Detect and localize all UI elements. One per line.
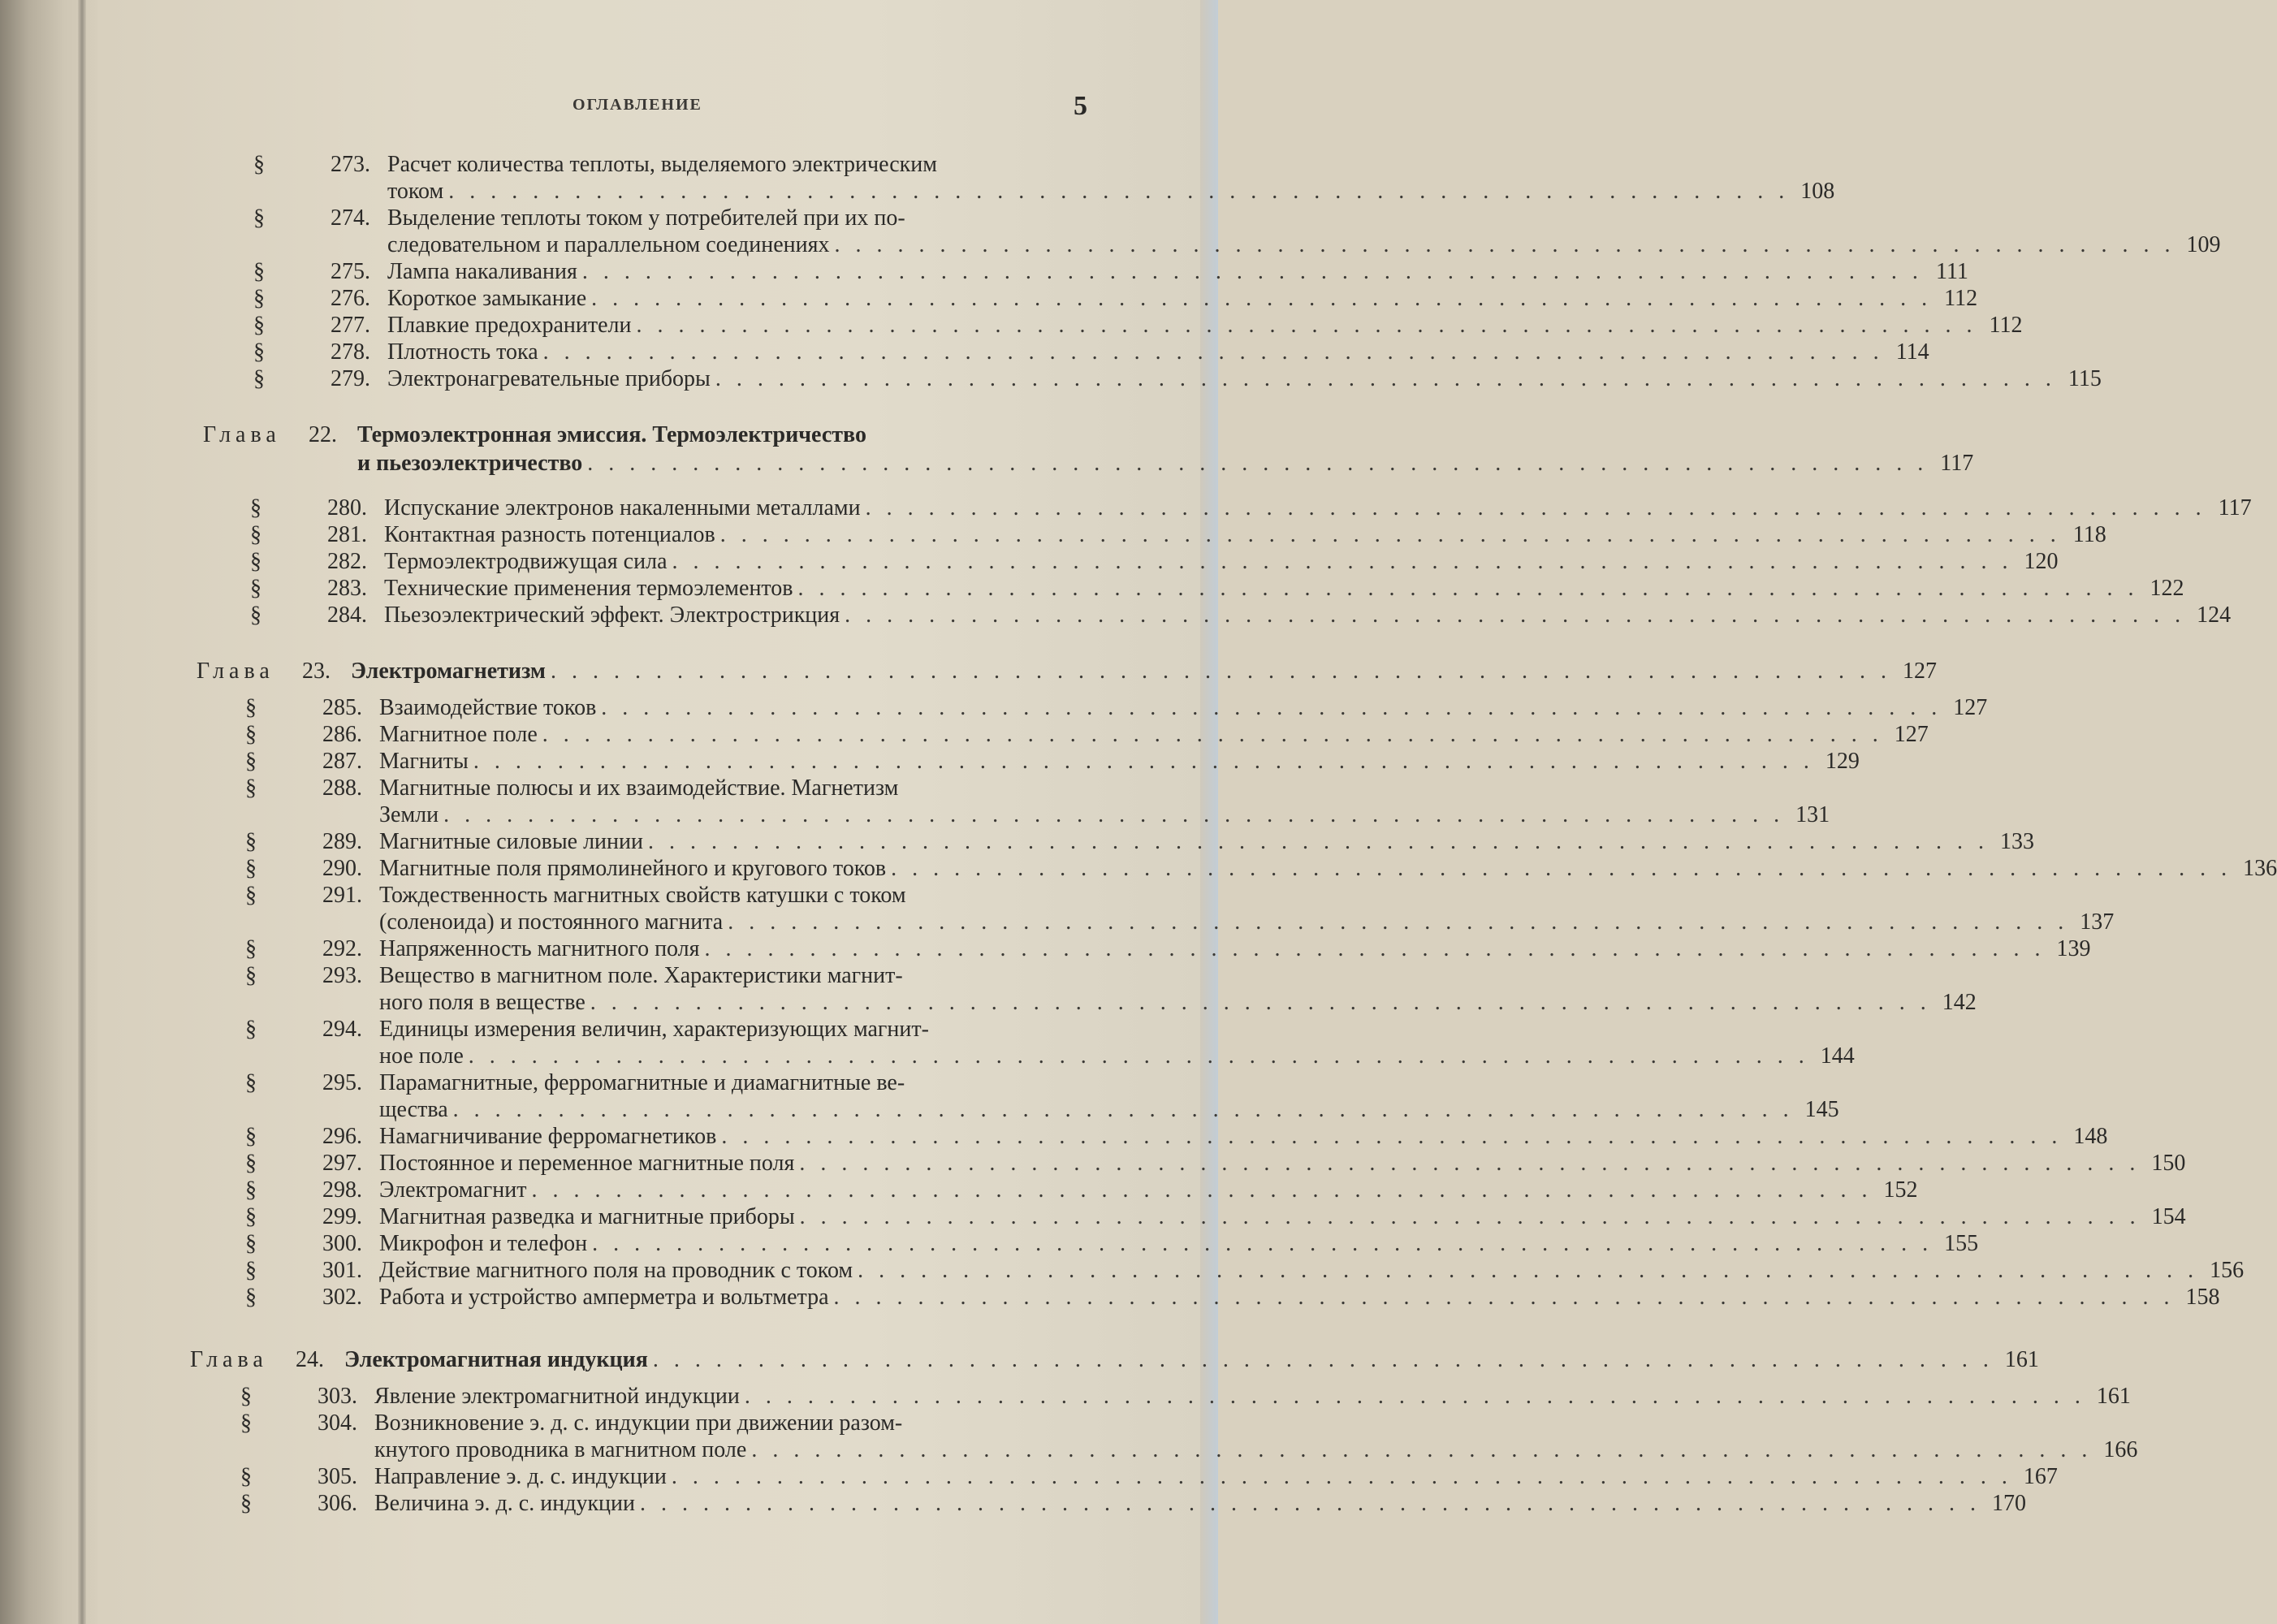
section-title-continuation: Земли — [379, 802, 439, 827]
section-number: 278. — [331, 339, 370, 365]
leader-dots: . . . . . . . . . . . . . . . . . . . . . . . . . . . . . . . . . . . . . . . . . . . . . . . . . . . . . . . . . . . . . . . . — [834, 232, 2175, 257]
toc-entry-continuation — [387, 179, 1835, 204]
toc-entry — [245, 749, 1860, 774]
leader-dots: . . . . . . . . . . . . . . . . . . . . . . . . . . . . . . . . . . . . . . . . . . . . . . . . . . . . . . . . . . . . . . . . — [473, 749, 1814, 774]
section-sign: § — [245, 1258, 257, 1283]
section-sign: § — [245, 722, 257, 747]
section-page: 170 — [1992, 1491, 2027, 1516]
leader-dots: . . . . . . . . . . . . . . . . . . . . . . . . . . . . . . . . . . . . . . . . . . . . . . . . . . . . . . . . . . . . . . . . — [704, 936, 2046, 961]
section-page: 129 — [1825, 749, 1860, 774]
section-page: 117 — [2218, 495, 2252, 520]
toc-entry — [253, 286, 1978, 311]
section-title: Тождественность магнитных свойств катушки с током — [379, 883, 906, 908]
section-title: Возникновение э. д. с. индукции при движении разом- — [374, 1410, 903, 1436]
section-sign: § — [245, 963, 257, 988]
section-page: 114 — [1895, 339, 1929, 365]
toc-entry — [245, 936, 2091, 961]
section-page: 133 — [2000, 829, 2034, 854]
section-page: 111 — [1935, 259, 1968, 284]
section-sign: § — [240, 1491, 252, 1516]
toc-entry — [253, 366, 2102, 391]
chapter-number: 22. — [309, 422, 337, 447]
leader-dots: . . . . . . . . . . . . . . . . . . . . . . . . . . . . . . . . . . . . . . . . . . . . . . . . . . . . . . . . . . . . . . . . — [799, 1204, 2141, 1229]
book-page — [97, 0, 2277, 1624]
section-title: Расчет количества теплоты, выделяемого электрическим — [387, 152, 937, 177]
section-title: Явление электромагнитной индукции — [374, 1384, 740, 1409]
section-sign: § — [253, 286, 265, 311]
leader-dots: . . . . . . . . . . . . . . . . . . . . . . . . . . . . . . . . . . . . . . . . . . . . . . . . . . . . . . . . . . . . . . . . — [587, 451, 1929, 476]
section-sign: § — [253, 152, 265, 177]
toc-entry — [250, 522, 2106, 547]
section-page: 142 — [1942, 990, 1977, 1015]
section-number: 287. — [322, 749, 362, 774]
toc-entry — [245, 1151, 2186, 1176]
toc-entry — [245, 695, 1988, 720]
leader-dots: . . . . . . . . . . . . . . . . . . . . . . . . . . . . . . . . . . . . . . . . . . . . . . . . . . . . . . . . . . . . . . . . — [531, 1177, 1873, 1203]
section-number: 284. — [327, 603, 367, 628]
section-page: 136 — [2243, 856, 2277, 881]
section-title-continuation: щества — [379, 1097, 448, 1122]
toc-entry-continuation — [379, 990, 1977, 1015]
section-number: 300. — [322, 1231, 362, 1256]
chapter-number: 23. — [302, 659, 331, 684]
section-number: 290. — [322, 856, 362, 881]
chapter-heading — [197, 659, 1937, 684]
section-page: 122 — [2150, 576, 2184, 601]
leader-dots: . . . . . . . . . . . . . . . . . . . . . . . . . . . . . . . . . . . . . . . . . . . . . . . . . . . . . . . . . . . . . . . . — [652, 1347, 1994, 1372]
toc-entry — [245, 1285, 2220, 1310]
section-title: Микрофон и телефон — [379, 1231, 588, 1256]
section-title: Технические применения термоэлементов — [384, 576, 793, 601]
section-title-continuation: током — [387, 179, 444, 204]
toc-entry — [250, 603, 2232, 628]
chapter-heading — [190, 1347, 2039, 1372]
section-title: Постоянное и переменное магнитные поля — [379, 1151, 795, 1176]
section-sign: § — [240, 1410, 252, 1436]
toc-entry-continuation — [374, 1437, 2138, 1462]
chapter-title: Электромагнетизм — [351, 659, 546, 684]
section-title: Вещество в магнитном поле. Характеристики магнит- — [379, 963, 903, 988]
section-number: 305. — [318, 1464, 357, 1489]
section-number: 279. — [331, 366, 370, 391]
chapter-label: Глава — [190, 1347, 268, 1372]
toc-entry — [240, 1411, 1096, 1436]
toc-entry — [253, 313, 2023, 338]
section-sign: § — [253, 313, 265, 338]
section-sign: § — [245, 749, 257, 774]
toc-entry — [250, 549, 2059, 574]
leader-dots: . . . . . . . . . . . . . . . . . . . . . . . . . . . . . . . . . . . . . . . . . . . . . . . . . . . . . . . . . . . . . . . . — [601, 695, 1942, 720]
toc-entry — [240, 1384, 2131, 1409]
leader-dots: . . . . . . . . . . . . . . . . . . . . . . . . . . . . . . . . . . . . . . . . . . . . . . . . . . . . . . . . . . . . . . . . — [858, 1258, 2199, 1283]
section-sign: § — [245, 1070, 257, 1095]
section-title: Намагничивание ферромагнетиков — [379, 1124, 717, 1149]
section-number: 306. — [318, 1491, 357, 1516]
section-sign: § — [240, 1464, 252, 1489]
toc-entry — [245, 1124, 2108, 1149]
section-sign: § — [253, 366, 265, 391]
leader-dots: . . . . . . . . . . . . . . . . . . . . . . . . . . . . . . . . . . . . . . . . . . . . . . . . . . . . . . . . . . . . . . . . — [636, 313, 1977, 338]
section-number: 294. — [322, 1017, 362, 1042]
section-sign: § — [245, 936, 257, 961]
section-title: Магнитное поле — [379, 722, 538, 747]
section-page: 154 — [2151, 1204, 2186, 1229]
section-title: Единицы измерения величин, характеризующих магнит- — [379, 1017, 929, 1042]
toc-entry-continuation — [379, 909, 2115, 935]
section-number: 282. — [327, 549, 367, 574]
leader-dots: . . . . . . . . . . . . . . . . . . . . . . . . . . . . . . . . . . . . . . . . . . . . . . . . . . . . . . . . . . . . . . . . — [833, 1285, 2175, 1310]
chapter-page: 117 — [1940, 451, 1974, 476]
section-sign: § — [245, 1177, 257, 1203]
toc-entry-continuation — [379, 1097, 1839, 1122]
leader-dots: . . . . . . . . . . . . . . . . . . . . . . . . . . . . . . . . . . . . . . . . . . . . . . . . . . . . . . . . . . . . . . . . — [719, 522, 2061, 547]
section-number: 302. — [322, 1285, 362, 1310]
section-sign: § — [240, 1384, 252, 1409]
section-title-continuation: ное поле — [379, 1043, 464, 1069]
section-sign: § — [245, 829, 257, 854]
section-sign: § — [245, 1285, 257, 1310]
section-title: Работа и устройство амперметра и вольтметра — [379, 1285, 829, 1310]
section-number: 277. — [331, 313, 370, 338]
section-number: 295. — [322, 1070, 362, 1095]
section-number: 275. — [331, 259, 370, 284]
section-title: Напряженность магнитного поля — [379, 936, 700, 961]
section-number: 298. — [322, 1177, 362, 1203]
leader-dots: . . . . . . . . . . . . . . . . . . . . . . . . . . . . . . . . . . . . . . . . . . . . . . . . . . . . . . . . . . . . . . . . — [728, 909, 2069, 935]
section-page: 161 — [2096, 1384, 2131, 1409]
section-number: 296. — [322, 1124, 362, 1149]
chapter-page: 127 — [1903, 659, 1937, 684]
toc-entry — [253, 153, 1096, 177]
section-title-continuation: (соленоида) и постоянного магнита — [379, 909, 724, 935]
toc-entry — [245, 1177, 1918, 1203]
section-page: 118 — [2072, 522, 2106, 547]
section-page: 131 — [1795, 802, 1830, 827]
chapter-title-continuation: и пьезоэлектричество — [357, 451, 583, 476]
section-number: 285. — [322, 695, 362, 720]
leader-dots: . . . . . . . . . . . . . . . . . . . . . . . . . . . . . . . . . . . . . . . . . . . . . . . . . . . . . . . . . . . . . . . . — [592, 1231, 1934, 1256]
toc-entry-continuation — [387, 232, 2221, 257]
section-page: 127 — [1953, 695, 1988, 720]
section-title: Величина э. д. с. индукции — [374, 1491, 636, 1516]
section-title: Взаимодействие токов — [379, 695, 597, 720]
section-sign: § — [245, 883, 257, 908]
section-sign: § — [245, 775, 257, 801]
toc-entry — [245, 829, 2034, 854]
toc-entry-continuation — [379, 1043, 1855, 1069]
toc-entry — [250, 495, 2252, 520]
section-number: 281. — [327, 522, 367, 547]
leader-dots: . . . . . . . . . . . . . . . . . . . . . . . . . . . . . . . . . . . . . . . . . . . . . . . . . . . . . . . . . . . . . . . . — [542, 722, 1883, 747]
section-page: 115 — [2067, 366, 2102, 391]
section-number: 304. — [318, 1410, 357, 1436]
leader-dots: . . . . . . . . . . . . . . . . . . . . . . . . . . . . . . . . . . . . . . . . . . . . . . . . . . . . . . . . . . . . . . . . — [744, 1384, 2085, 1409]
section-sign: § — [245, 1204, 257, 1229]
toc-entry — [245, 1017, 1096, 1042]
section-number: 301. — [322, 1258, 362, 1283]
section-number: 274. — [331, 205, 370, 231]
section-title: Контактная разность потенциалов — [384, 522, 715, 547]
leader-dots: . . . . . . . . . . . . . . . . . . . . . . . . . . . . . . . . . . . . . . . . . . . . . . . . . . . . . . . . . . . . . . . . — [542, 339, 1884, 365]
section-page: 144 — [1820, 1043, 1855, 1069]
leader-dots: . . . . . . . . . . . . . . . . . . . . . . . . . . . . . . . . . . . . . . . . . . . . . . . . . . . . . . . . . . . . . . . . — [721, 1124, 2063, 1149]
leader-dots: . . . . . . . . . . . . . . . . . . . . . . . . . . . . . . . . . . . . . . . . . . . . . . . . . . . . . . . . . . . . . . . . — [591, 286, 1933, 311]
toc-entry — [253, 339, 1929, 365]
section-number: 299. — [322, 1204, 362, 1229]
chapter-label: Глава — [197, 659, 274, 684]
toc-entry — [253, 259, 1968, 284]
section-title: Направление э. д. с. индукции — [374, 1464, 667, 1489]
leader-dots: . . . . . . . . . . . . . . . . . . . . . . . . . . . . . . . . . . . . . . . . . . . . . . . . . . . . . . . . . . . . . . . . — [468, 1043, 1809, 1069]
section-sign: § — [245, 1124, 257, 1149]
section-title: Испускание электронов накаленными металлами — [384, 495, 861, 520]
leader-dots: . . . . . . . . . . . . . . . . . . . . . . . . . . . . . . . . . . . . . . . . . . . . . . . . . . . . . . . . . . . . . . . . — [865, 495, 2206, 520]
page-number: 5 — [1074, 91, 1087, 121]
section-title: Магниты — [379, 749, 469, 774]
section-page: 108 — [1800, 179, 1835, 204]
section-number: 291. — [322, 883, 362, 908]
section-title-continuation: следовательном и параллельном соединениях — [387, 232, 830, 257]
section-title: Магнитные поля прямолинейного и кругового токов — [379, 856, 887, 881]
section-number: 293. — [322, 963, 362, 988]
section-page: 112 — [1989, 313, 2023, 338]
section-title: Электромагнит — [379, 1177, 527, 1203]
section-number: 297. — [322, 1151, 362, 1176]
section-page: 109 — [2186, 232, 2221, 257]
leader-dots: . . . . . . . . . . . . . . . . . . . . . . . . . . . . . . . . . . . . . . . . . . . . . . . . . . . . . . . . . . . . . . . . — [448, 179, 1790, 204]
leader-dots: . . . . . . . . . . . . . . . . . . . . . . . . . . . . . . . . . . . . . . . . . . . . . . . . . . . . . . . . . . . . . . . . — [551, 659, 1891, 684]
chapter-page: 161 — [2004, 1347, 2039, 1372]
section-page: 124 — [2197, 603, 2232, 628]
leader-dots: . . . . . . . . . . . . . . . . . . . . . . . . . . . . . . . . . . . . . . . . . . . . . . . . . . . . . . . . . . . . . . . . — [715, 366, 2056, 391]
section-number: 303. — [318, 1384, 357, 1409]
section-page: 139 — [2056, 936, 2091, 961]
leader-dots: . . . . . . . . . . . . . . . . . . . . . . . . . . . . . . . . . . . . . . . . . . . . . . . . . . . . . . . . . . . . . . . . — [799, 1151, 2141, 1176]
section-title: Электронагревательные приборы — [387, 366, 711, 391]
section-page: 127 — [1894, 722, 1929, 747]
section-title: Действие магнитного поля на проводник с током — [379, 1258, 853, 1283]
chapter-heading-continuation — [357, 451, 1974, 476]
section-page: 152 — [1883, 1177, 1918, 1203]
toc-entry — [240, 1464, 2058, 1489]
section-title: Выделение теплоты током у потребителей при их по- — [387, 205, 905, 231]
section-title: Парамагнитные, ферромагнитные и диамагнитные ве- — [379, 1070, 905, 1095]
section-number: 283. — [327, 576, 367, 601]
section-sign: § — [250, 522, 261, 547]
leader-dots: . . . . . . . . . . . . . . . . . . . . . . . . . . . . . . . . . . . . . . . . . . . . . . . . . . . . . . . . . . . . . . . . — [452, 1097, 1794, 1122]
toc-entry — [245, 1231, 1979, 1256]
toc-entry — [245, 883, 1096, 908]
leader-dots: . . . . . . . . . . . . . . . . . . . . . . . . . . . . . . . . . . . . . . . . . . . . . . . . . . . . . . . . . . . . . . . . — [797, 576, 2139, 601]
section-title: Термоэлектродвижущая сила — [384, 549, 668, 574]
section-title: Лампа накаливания — [387, 259, 577, 284]
section-sign: § — [250, 576, 261, 601]
section-title: Магнитные полюсы и их взаимодействие. Магнетизм — [379, 775, 899, 801]
toc-entry — [245, 1204, 2186, 1229]
section-sign: § — [253, 205, 265, 231]
leader-dots: . . . . . . . . . . . . . . . . . . . . . . . . . . . . . . . . . . . . . . . . . . . . . . . . . . . . . . . . . . . . . . . . — [443, 802, 1785, 827]
leader-dots: . . . . . . . . . . . . . . . . . . . . . . . . . . . . . . . . . . . . . . . . . . . . . . . . . . . . . . . . . . . . . . . . — [845, 603, 2186, 628]
section-page: 112 — [1944, 286, 1978, 311]
section-page: 145 — [1804, 1097, 1839, 1122]
section-number: 280. — [327, 495, 367, 520]
section-sign: § — [245, 856, 257, 881]
toc-entry — [240, 1491, 2027, 1516]
toc-entry — [245, 1071, 1096, 1095]
section-sign: § — [253, 259, 265, 284]
section-number: 289. — [322, 829, 362, 854]
section-number: 273. — [331, 152, 370, 177]
section-number: 286. — [322, 722, 362, 747]
section-page: 156 — [2210, 1258, 2245, 1283]
chapter-label: Глава — [203, 422, 281, 447]
section-sign: § — [250, 603, 261, 628]
section-page: 137 — [2080, 909, 2115, 935]
section-title: Магнитная разведка и магнитные приборы — [379, 1204, 795, 1229]
section-page: 167 — [2023, 1464, 2058, 1489]
chapter-title: Термоэлектронная эмиссия. Термоэлектричество — [357, 422, 866, 447]
section-page: 158 — [2185, 1285, 2220, 1310]
table-of-contents — [97, 0, 2277, 1624]
section-page: 166 — [2103, 1437, 2138, 1462]
section-title: Плавкие предохранители — [387, 313, 632, 338]
leader-dots: . . . . . . . . . . . . . . . . . . . . . . . . . . . . . . . . . . . . . . . . . . . . . . . . . . . . . . . . . . . . . . . . — [671, 1464, 2012, 1489]
toc-entry — [253, 206, 1096, 231]
toc-entry — [250, 576, 2184, 601]
section-page: 150 — [2151, 1151, 2186, 1176]
section-page: 120 — [2024, 549, 2059, 574]
chapter-number: 24. — [296, 1347, 324, 1372]
leader-dots: . . . . . . . . . . . . . . . . . . . . . . . . . . . . . . . . . . . . . . . . . . . . . . . . . . . . . . . . . . . . . . . . — [891, 856, 2232, 881]
section-title: Короткое замыкание — [387, 286, 587, 311]
section-number: 292. — [322, 936, 362, 961]
toc-entry — [245, 856, 2277, 881]
toc-entry — [245, 964, 1096, 988]
leader-dots: . . . . . . . . . . . . . . . . . . . . . . . . . . . . . . . . . . . . . . . . . . . . . . . . . . . . . . . . . . . . . . . . — [751, 1437, 2093, 1462]
section-title-continuation: ного поля в веществе — [379, 990, 585, 1015]
section-sign: § — [245, 1231, 257, 1256]
chapter-heading — [203, 423, 1096, 447]
section-sign: § — [245, 1017, 257, 1042]
section-sign: § — [245, 1151, 257, 1176]
toc-entry — [245, 1258, 2245, 1283]
section-title-continuation: кнутого проводника в магнитном поле — [374, 1437, 747, 1462]
section-number: 288. — [322, 775, 362, 801]
toc-entry-continuation — [379, 802, 1830, 827]
toc-entry — [245, 776, 1096, 801]
toc-entry — [245, 722, 1929, 747]
section-page: 155 — [1944, 1231, 1979, 1256]
section-sign: § — [250, 495, 261, 520]
leader-dots: . . . . . . . . . . . . . . . . . . . . . . . . . . . . . . . . . . . . . . . . . . . . . . . . . . . . . . . . . . . . . . . . — [672, 549, 2013, 574]
section-number: 276. — [331, 286, 370, 311]
leader-dots: . . . . . . . . . . . . . . . . . . . . . . . . . . . . . . . . . . . . . . . . . . . . . . . . . . . . . . . . . . . . . . . . — [640, 1491, 1981, 1516]
running-head-title: ОГЛАВЛЕНИЕ — [572, 96, 702, 114]
binding-fold — [78, 0, 86, 1624]
section-sign: § — [245, 695, 257, 720]
section-sign: § — [253, 339, 265, 365]
section-title: Плотность тока — [387, 339, 538, 365]
leader-dots: . . . . . . . . . . . . . . . . . . . . . . . . . . . . . . . . . . . . . . . . . . . . . . . . . . . . . . . . . . . . . . . . — [590, 990, 1931, 1015]
section-title: Пьезоэлектрический эффект. Электрострикция — [384, 603, 840, 628]
section-title: Магнитные силовые линии — [379, 829, 643, 854]
section-sign: § — [250, 549, 261, 574]
chapter-title: Электромагнитная индукция — [344, 1347, 648, 1372]
section-page: 148 — [2073, 1124, 2108, 1149]
leader-dots: . . . . . . . . . . . . . . . . . . . . . . . . . . . . . . . . . . . . . . . . . . . . . . . . . . . . . . . . . . . . . . . . — [581, 259, 1923, 284]
leader-dots: . . . . . . . . . . . . . . . . . . . . . . . . . . . . . . . . . . . . . . . . . . . . . . . . . . . . . . . . . . . . . . . . — [648, 829, 1989, 854]
